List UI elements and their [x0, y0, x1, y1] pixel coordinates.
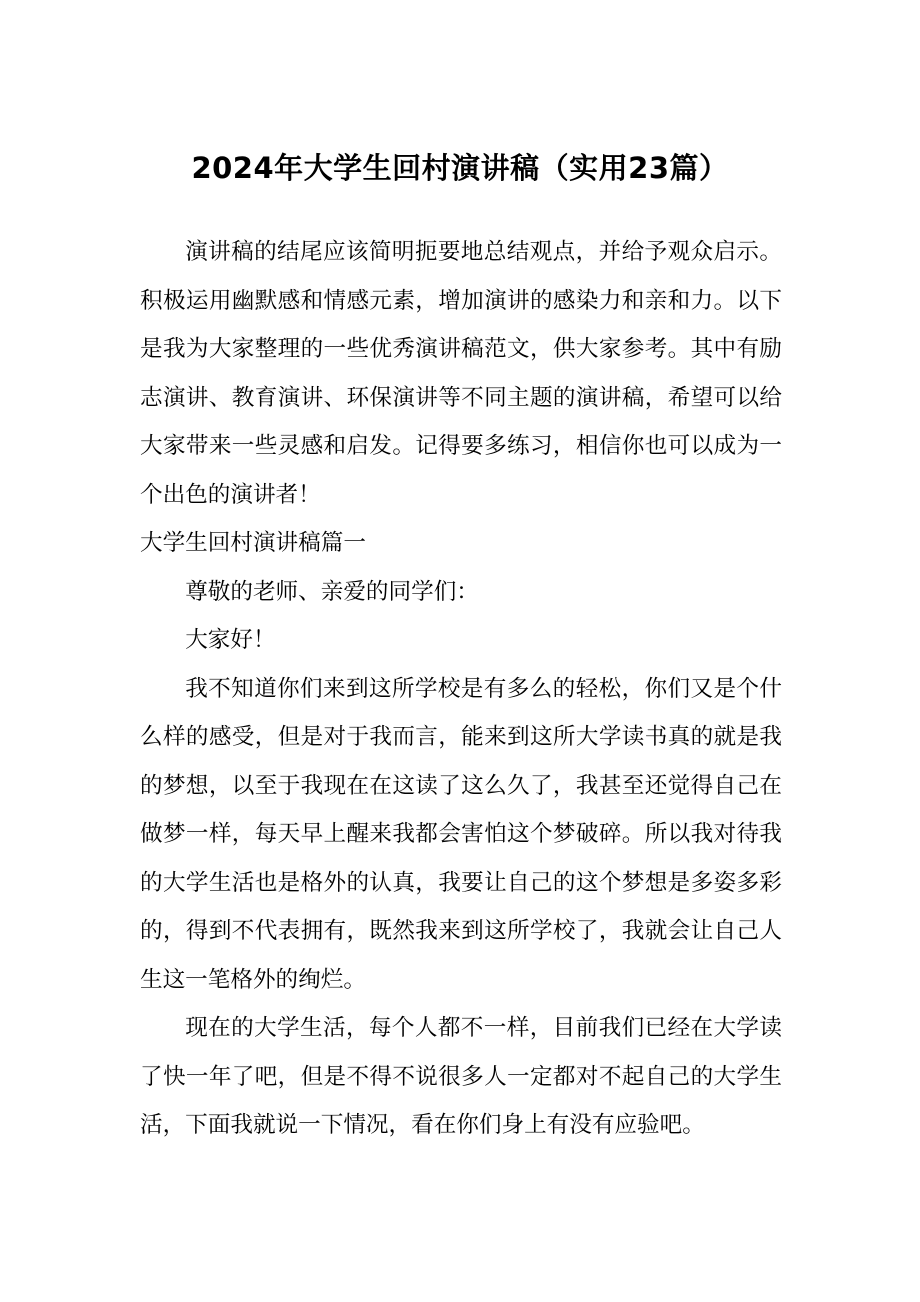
body-paragraph-2: 现在的大学生活，每个人都不一样，目前我们已经在大学读了快一年了吧，但是不得不说很多人一定都对不起自己的大学生活，下面我就说一下情况，看在你们身上有没有应验吧。 — [140, 1015, 782, 1138]
section-heading: 大学生回村演讲稿篇一 — [140, 530, 366, 556]
document-body — [140, 228, 782, 1150]
body-paragraph-1: 我不知道你们来到这所学校是有多么的轻松，你们又是个什么样的感受，但是对于我而言，能来到这所大学读书真的就是我的梦想，以至于我现在在这读了这么久了，我甚至还觉得自己在做梦一样，每天早上醒来我都会害怕这个梦破碎。所以我对待我的大学生活也是格外的认真，我要让自己的这个梦想是多姿多彩的，得到不代表拥有，既然我来到这所学校了，我就会让自己人生这一笔格外的绚烂。 — [140, 675, 782, 993]
greeting: 大家好！ — [185, 627, 276, 653]
intro-paragraph: 演讲稿的结尾应该简明扼要地总结观点，并给予观众启示。积极运用幽默感和情感元素，增加演讲的感染力和亲和力。以下是我为大家整理的一些优秀演讲稿范文，供大家参考。其中有励志演讲、教育演讲、环保演讲等不同主题的演讲稿，希望可以给大家带来一些灵感和启发。记得要多练习，相信你也可以成为一个出色的演讲者！ — [140, 239, 782, 508]
salutation: 尊敬的老师、亲爱的同学们： — [185, 578, 479, 605]
document-title: 2024年大学生回村演讲稿（实用23篇） — [191, 151, 729, 185]
